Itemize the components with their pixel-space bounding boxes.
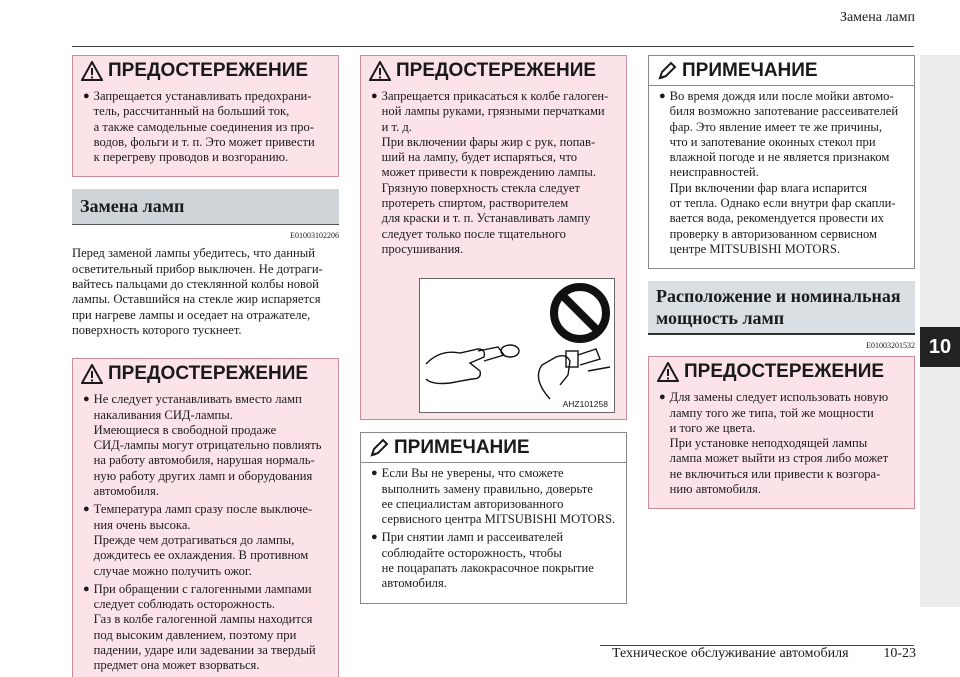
bullet-item: [83, 582, 330, 674]
note-header: [361, 433, 626, 463]
bullet-dot-icon: ●: [83, 90, 90, 102]
caution-box: [360, 55, 627, 420]
caution-header: [649, 357, 914, 387]
section-code: E01003102206: [290, 231, 339, 241]
caution-header: [73, 359, 338, 389]
bullet-text: При обращении с галогенными лампами следует соблюдать осторожность. Газ в колбе галогенной лампы находится под высоким давлением, поэтому при падении, ударе или задевании за твердый предмет она может взорваться.: [93, 581, 316, 673]
bullet-text: Запрещается прикасаться к колбе галоген- ной лампы руками, грязными перчатками и т. д. При включении фары жир с рук, попав- ший на лампу, будет испаряться, что может привести к повреждению лампы. Грязную поверхность стекла следует протереть спиртом, растворителем для краски и т. п. Устанавливать лампу следует только после тщательного просушивания.: [381, 89, 609, 256]
section-title: Расположение и номинальная мощность ламп: [648, 281, 915, 335]
caution-label: ПРЕДОСТЕРЕЖЕНИЕ: [684, 361, 885, 383]
bullet-item: [83, 502, 330, 578]
note-body: [361, 463, 626, 602]
column-3: [648, 55, 915, 521]
caution-body: [361, 86, 626, 268]
bullet-dot-icon: ●: [371, 531, 378, 544]
bullet-text: Для замены следует использовать новую лампу того же типа, той же мощности и того же цвета. При установке неподходящей лампы лампа может выйти из строя либо может не включиться или привести к возгора- нию автомобиля.: [669, 390, 889, 497]
note-label: ПРИМЕЧАНИЕ: [682, 59, 818, 81]
bullet-item: [83, 392, 330, 499]
bullet-dot-icon: ●: [83, 393, 90, 406]
column-1: [72, 55, 339, 677]
warning-triangle-icon: [81, 364, 103, 384]
chapter-tab[interactable]: 10: [920, 327, 960, 367]
warning-triangle-icon: [369, 61, 391, 81]
figure-halogen-bulb: [419, 278, 615, 413]
bullet-item: [371, 89, 618, 257]
caution-box: [72, 358, 339, 677]
hand-holding-bulb-illustration: [426, 345, 610, 399]
caution-header: [361, 56, 626, 86]
bullet-dot-icon: ●: [371, 467, 378, 480]
figure-label: AHZ101258: [562, 399, 608, 410]
caution-label: ПРЕДОСТЕРЕЖЕНИЕ: [108, 60, 309, 81]
caution-label: ПРЕДОСТЕРЕЖЕНИЕ: [396, 60, 597, 81]
prohibition-sign-icon: [420, 279, 616, 414]
intro-paragraph: Перед заменой лампы убедитесь, что данный осветительный прибор выключен. Не дотраги- вайтесь пальцами до стеклянной колбы новой лампы. Оставшийся на стекле жир испаряется при нагреве лампы и оседает на отражателе, поверхность которого тускнеет.: [72, 246, 323, 337]
pencil-icon: [657, 61, 677, 81]
note-label: ПРИМЕЧАНИЕ: [394, 436, 530, 458]
caution-box: [72, 55, 339, 177]
top-rule: [72, 46, 914, 47]
bullet-item: [659, 390, 906, 497]
caution-body: [73, 389, 338, 677]
footer-title: Техническое обслуживание автомобиля: [612, 646, 849, 661]
bullet-text: При снятии ламп и рассеивателей соблюдайте осторожность, чтобы не поцарапать лакокрасочное покрытие автомобиля.: [381, 530, 594, 591]
caution-body: [649, 387, 914, 508]
bullet-item: [371, 466, 618, 527]
section-title: Замена ламп: [72, 189, 339, 225]
bullet-dot-icon: ●: [83, 503, 90, 516]
caution-box: [648, 356, 915, 509]
note-body: [649, 86, 914, 268]
note-box: [360, 432, 627, 603]
note-header: [649, 56, 914, 86]
caution-label: ПРЕДОСТЕРЕЖЕНИЕ: [108, 363, 309, 385]
caution-header: [73, 56, 338, 86]
bullet-text: Не следует устанавливать вместо ламп накаливания СИД-лампы. Имеющиеся в свободной продаже СИД-лампы могут отрицательно повлиять на работу автомобиля, нарушая нормаль- ную работу других ламп и оборудования автомобиля.: [93, 392, 322, 499]
bullet-item: [83, 89, 330, 165]
bullet-text: Если Вы не уверены, что сможете выполнить замену правильно, доверьте ее специалистам авторизованного сервисного центра MITSUBISHI MOTORS.: [381, 466, 616, 527]
section-code: E01003201532: [866, 341, 915, 351]
bullet-dot-icon: ●: [659, 90, 666, 102]
bullet-text: Температура ламп сразу после выключе- ния очень высока. Прежде чем дотрагиваться до лампы, дождитесь ее охлаждения. В противном случае можно получить ожог.: [93, 502, 313, 578]
bullet-text: Во время дождя или после мойки автомо- биля возможно запотевание рассеивателей фар. Это явление имеет те же причины, что и запотевание оконных стекол при влажной погоде и не является признаком неисправностей. При включении фар влага испарится от тепла. Однако если внутри фар скапли- вается вода, рекомендуется провести их проверку в авторизованном сервисном центре MITSUBISHI MOTORS.: [669, 89, 899, 256]
running-head: Замена ламп: [839, 10, 915, 25]
warning-triangle-icon: [81, 61, 103, 81]
page-number: 10-23: [883, 646, 916, 661]
bullet-text: Запрещается устанавливать предохрани- тель, рассчитанный на больший ток, а также самодельные соединения из про- водов, фольги и т. п. Это может привести к перегреву проводов и возгоранию.: [93, 89, 315, 165]
warning-triangle-icon: [657, 362, 679, 382]
bullet-item: [659, 89, 906, 257]
bullet-item: [371, 530, 618, 591]
bullet-dot-icon: ●: [83, 582, 90, 595]
pencil-icon: [369, 438, 389, 458]
bullet-dot-icon: ●: [659, 391, 666, 404]
bullet-dot-icon: ●: [371, 90, 378, 102]
column-2: [360, 55, 627, 616]
note-box: [648, 55, 915, 269]
caution-body: [73, 86, 338, 176]
